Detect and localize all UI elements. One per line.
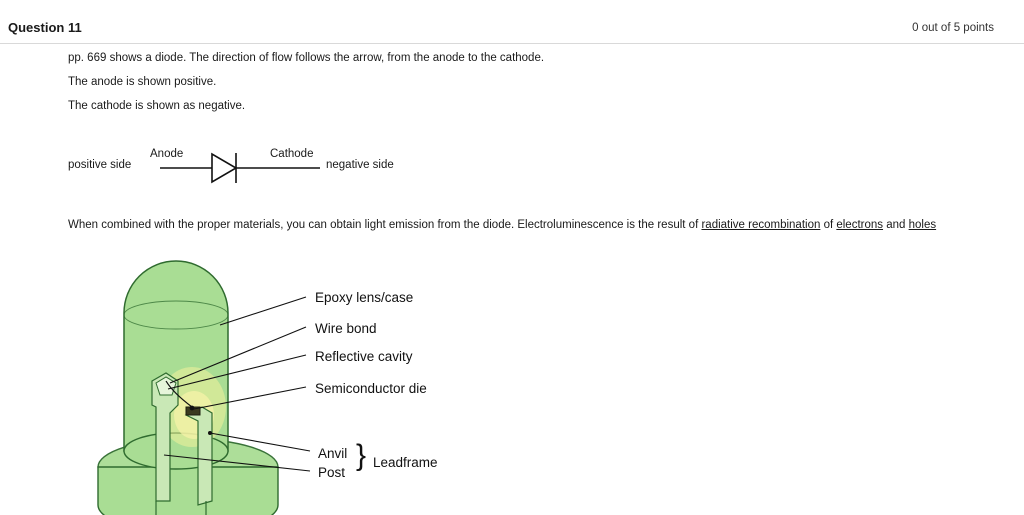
callout-wire-bond: Wire bond — [315, 321, 377, 336]
question-header — [0, 0, 1024, 44]
answer-line-2: The anode is shown positive. — [68, 76, 217, 88]
link-holes[interactable]: holes — [908, 219, 937, 231]
link-radiative-recombination[interactable]: radiative recombination — [701, 219, 821, 231]
paragraph-text-2: of — [820, 219, 837, 231]
electroluminescence-paragraph — [68, 219, 936, 231]
led-cutaway-diagram — [60, 255, 620, 515]
diode-label-cathode: Cathode — [270, 148, 314, 160]
points-status: 0 out of 5 points — [912, 22, 994, 34]
callout-leadframe: Leadframe — [373, 455, 438, 470]
callout-epoxy-lens-case: Epoxy lens/case — [315, 290, 414, 305]
diode-symbol-icon — [60, 140, 480, 200]
callout-post: Post — [318, 465, 346, 480]
callout-anvil: Anvil — [318, 446, 348, 461]
brace-icon: } — [356, 439, 367, 472]
page-title: Question 11 — [8, 20, 82, 35]
answer-line-1: pp. 669 shows a diode. The direction of flow follows the arrow, from the anode to the cathode. — [68, 52, 545, 64]
paragraph-text-3: and — [883, 219, 909, 231]
callout-semiconductor-die: Semiconductor die — [315, 381, 427, 396]
answer-line-3: The cathode is shown as negative. — [68, 100, 246, 112]
callout-reflective-cavity: Reflective cavity — [315, 349, 413, 364]
paragraph-text-1: When combined with the proper materials, you can obtain light emission from the diode. Electroluminescence is the result of — [68, 219, 702, 231]
diode-label-anode: Anode — [150, 148, 184, 160]
diode-symbol-diagram — [60, 140, 480, 200]
link-electrons[interactable]: electrons — [836, 219, 884, 231]
diode-label-negative-side: negative side — [326, 159, 394, 171]
diode-label-positive-side: positive side — [68, 159, 132, 171]
